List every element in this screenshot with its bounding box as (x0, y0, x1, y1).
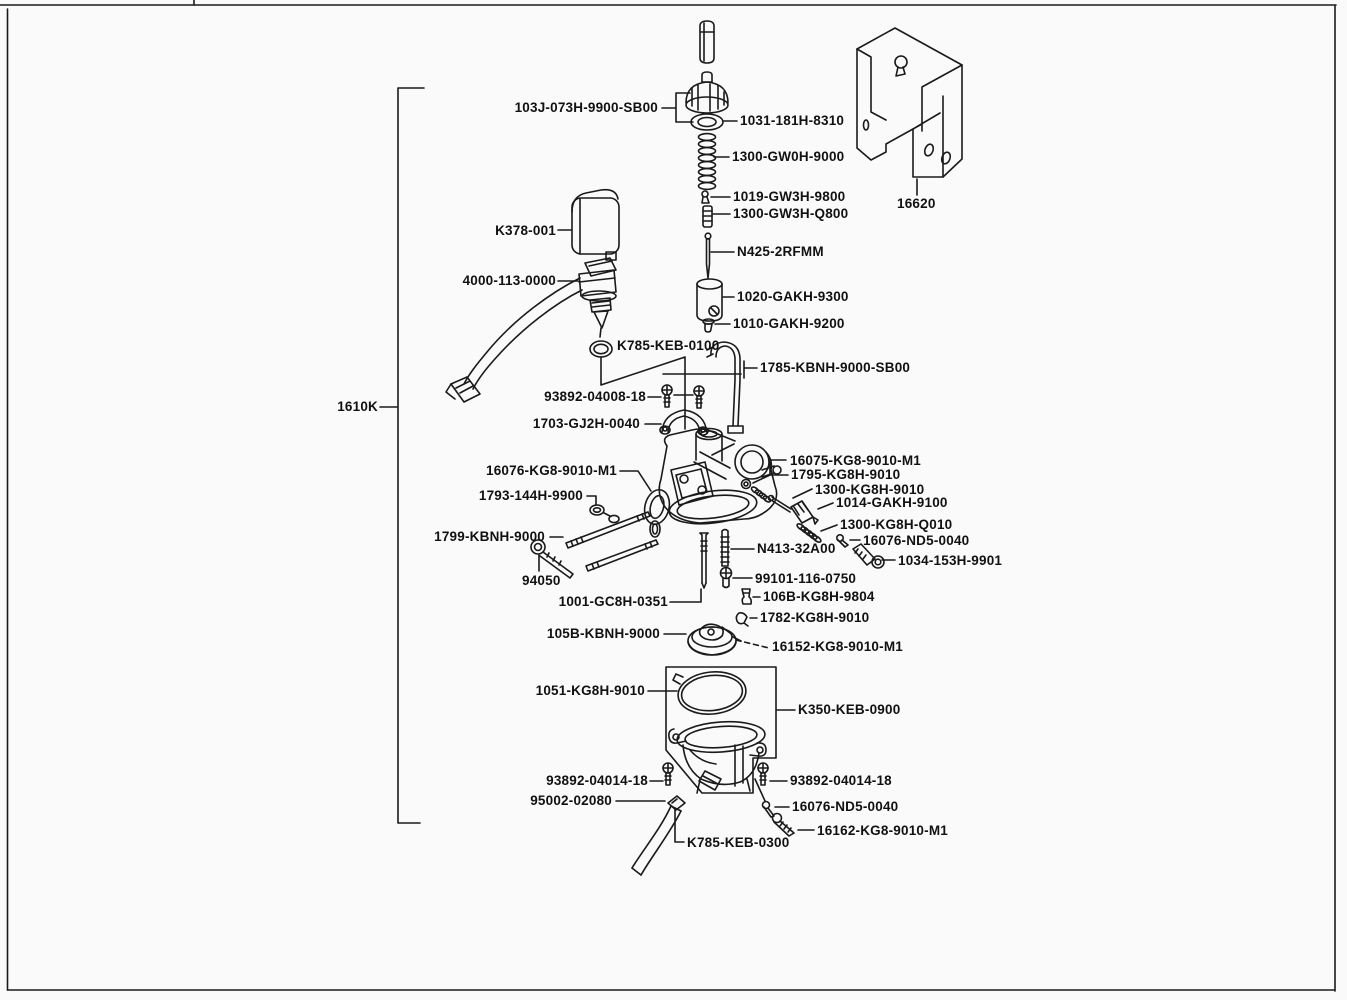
part-screw-93892-04014-right (758, 763, 768, 785)
label-1010-gakh-9200: 1010-GAKH-9200 (733, 316, 845, 331)
label-16152-kg8-9010-m1: 16152-KG8-9010-M1 (772, 639, 903, 654)
label-k350-keb-0900: K350-KEB-0900 (798, 702, 901, 717)
label-1795-kg8h-9010: 1795-KG8H-9010 (791, 467, 901, 482)
label-1300-kg8h-q010: 1300-KG8H-Q010 (840, 517, 953, 532)
part-clip-1782 (736, 613, 748, 626)
label-16075-kg8-9010-m1: 16075-KG8-9010-M1 (790, 453, 921, 468)
part-jet-needle-holder (703, 206, 712, 227)
part-throttle-spring (699, 134, 716, 190)
label-99101-116-0750: 99101-116-0750 (755, 571, 857, 586)
label-n413-32a00: N413-32A00 (757, 541, 836, 556)
label-94050: 94050 (522, 573, 561, 588)
group-bracket-1610k (380, 88, 424, 823)
label-95002-02080: 95002-02080 (530, 793, 612, 808)
label-k785-keb-0100: K785-KEB-0100 (617, 338, 720, 353)
label-1610k: 1610K (337, 399, 378, 414)
label-1020-gakh-9300: 1020-GAKH-9300 (737, 289, 849, 304)
part-studs-1799 (566, 512, 660, 571)
label-93892-04014-18-left: 93892-04014-18 (546, 773, 648, 788)
label-16076-nd5-0040-upper: 16076-ND5-0040 (863, 533, 970, 548)
part-nut-1793 (590, 505, 619, 523)
label-1300-gw0h-9000: 1300-GW0H-9000 (732, 149, 845, 164)
part-chamber-set-box-k350 (666, 667, 776, 793)
part-main-jet-99101 (721, 568, 732, 588)
label-1785-kbnh-9000-sb00: 1785-KBNH-9000-SB00 (760, 360, 911, 375)
label-1051-kg8h-9010: 1051-KG8H-9010 (535, 683, 645, 698)
label-k378-001: K378-001 (495, 223, 556, 238)
label-103j-073h-9900-sb00: 103J-073H-9900-SB00 (514, 100, 658, 115)
part-top-nut (691, 114, 723, 130)
part-control-unit-k378 (572, 190, 619, 260)
label-n425-2rfmm: N425-2RFMM (737, 244, 824, 259)
part-screw-93892-04008-left (662, 385, 672, 407)
part-screw-93892-04014-left (663, 763, 673, 785)
part-screw-16076-nd5-bottom (763, 802, 775, 818)
part-float-bowl (669, 719, 766, 793)
label-1300-kg8h-9010: 1300-KG8H-9010 (815, 482, 925, 497)
label-106b-kg8h-9804: 106B-KG8H-9804 (763, 589, 875, 604)
label-1782-kg8h-9010: 1782-KG8H-9010 (760, 610, 870, 625)
part-throttle-valve (697, 279, 722, 321)
label-4000-113-0000: 4000-113-0000 (462, 273, 556, 288)
label-93892-04008-18: 93892-04008-18 (544, 389, 646, 404)
label-93892-04014-18-right: 93892-04014-18 (790, 773, 892, 788)
part-screw-1001 (700, 533, 708, 588)
label-16076-nd5-0040-lower: 16076-ND5-0040 (792, 799, 899, 814)
label-1799-kbnh-9000: 1799-KBNH-9000 (434, 529, 545, 544)
part-drain-screw-16162 (773, 814, 795, 837)
part-screw-93892-04008-right (694, 386, 704, 408)
label-1019-gw3h-9800: 1019-GW3H-9800 (733, 189, 846, 204)
part-needle-seat (702, 191, 709, 203)
label-105b-kbnh-9000: 105B-KBNH-9000 (546, 626, 660, 641)
part-jet-needle (705, 233, 711, 278)
label-16076-kg8-9010-m1: 16076-KG8-9010-M1 (486, 463, 617, 478)
label-1034-153h-9901: 1034-153H-9901 (898, 553, 1003, 568)
part-float-105b (688, 624, 736, 655)
part-mounting-bracket-16620 (857, 28, 962, 177)
part-carburetor-top-cap (686, 72, 728, 113)
part-drain-tube-k785-0300 (632, 806, 681, 875)
part-chamber-gasket-1051 (673, 669, 748, 718)
label-1031-181h-8310: 1031-181H-8310 (740, 113, 845, 128)
label-k785-keb-0300: K785-KEB-0300 (687, 835, 790, 850)
part-cable-guide-tube (700, 21, 714, 63)
part-breather-tube-1785 (707, 342, 743, 433)
label-1001-gc8h-0351: 1001-GC8H-0351 (558, 594, 668, 609)
part-screw-n413 (721, 530, 729, 567)
label-1703-gj2h-0040: 1703-GJ2H-0040 (532, 416, 640, 431)
label-16620: 16620 (897, 196, 936, 211)
part-needle-jet-106b (742, 589, 751, 604)
label-16162-kg8-9010-m1: 16162-KG8-9010-M1 (817, 823, 948, 838)
label-1793-144h-9900: 1793-144H-9900 (478, 488, 583, 503)
label-1300-gw3h-q800: 1300-GW3H-Q800 (733, 206, 849, 221)
label-1014-gakh-9100: 1014-GAKH-9100 (836, 495, 948, 510)
part-oring-k785-0100 (590, 341, 612, 357)
